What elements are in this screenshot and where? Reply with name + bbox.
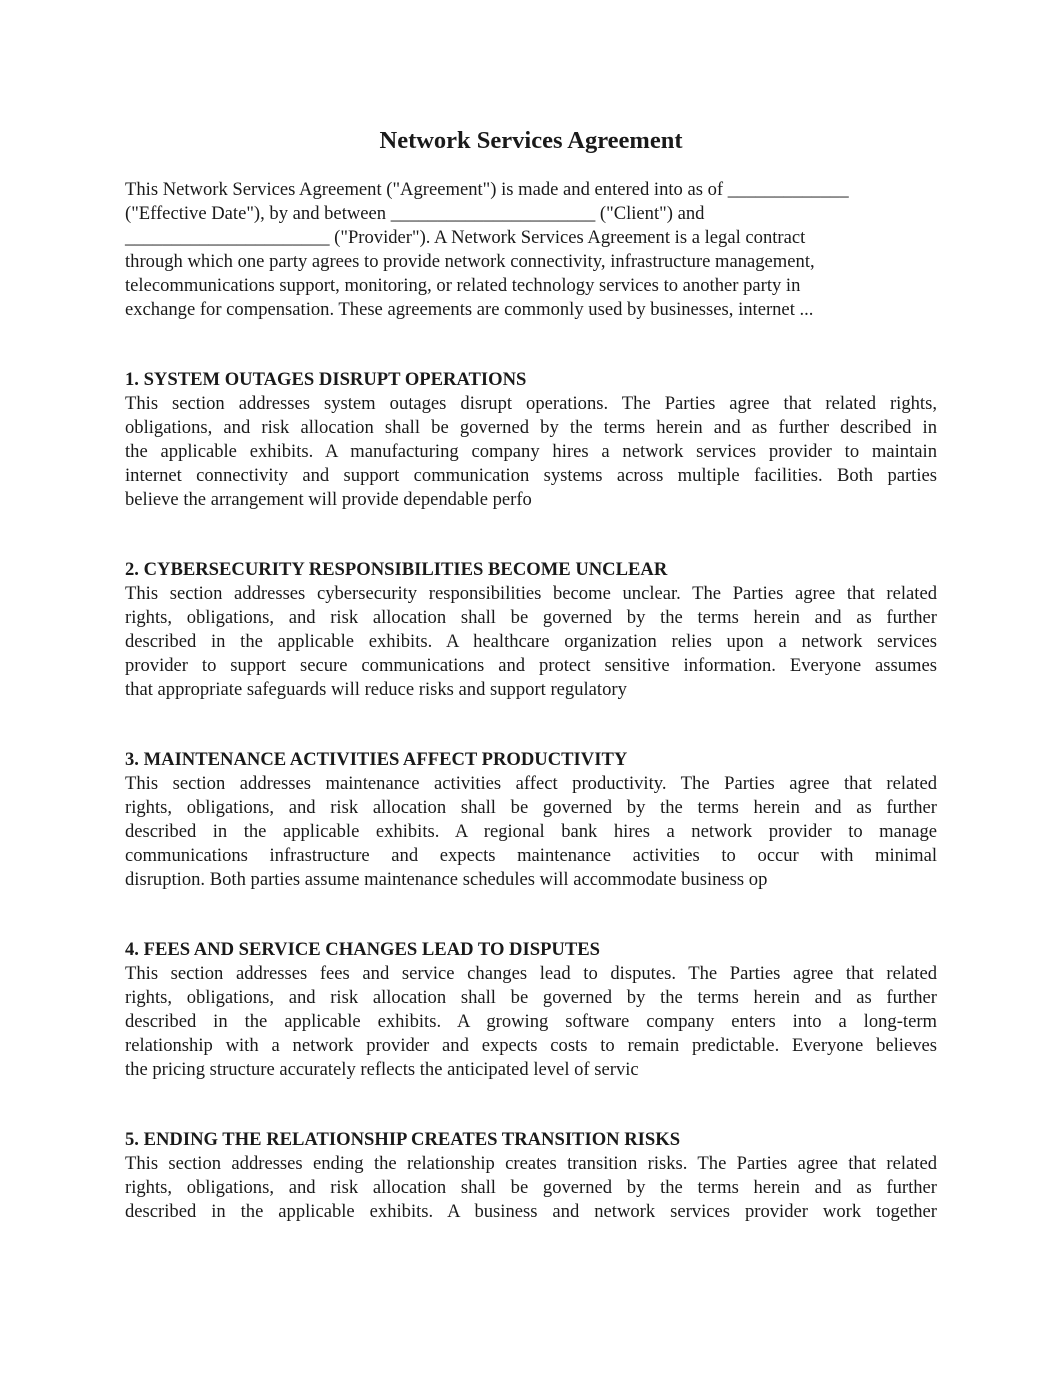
- body-line: disruption. Both parties assume maintenance schedules will accommodate business op: [125, 869, 768, 890]
- section-heading: 3. MAINTENANCE ACTIVITIES AFFECT PRODUCTIVITY: [125, 749, 628, 770]
- section-heading: 4. FEES AND SERVICE CHANGES LEAD TO DISPUTES: [125, 939, 600, 960]
- section-heading: 5. ENDING THE RELATIONSHIP CREATES TRANSITION RISKS: [125, 1129, 681, 1150]
- body-line: described in the applicable exhibits. A growing software company enters into a long-term: [125, 1011, 937, 1032]
- intro-line: exchange for compensation. These agreements are commonly used by businesses, internet ...: [125, 299, 814, 320]
- body-line: internet connectivity and support communication systems across multiple facilities. Both parties: [125, 465, 937, 486]
- body-line: that appropriate safeguards will reduce risks and support regulatory: [125, 679, 627, 700]
- body-line: believe the arrangement will provide dependable perfo: [125, 489, 532, 510]
- body-line: the applicable exhibits. A manufacturing company hires a network services provider to maintain: [125, 441, 937, 462]
- intro-paragraph: [125, 178, 937, 322]
- body-line: relationship with a network provider and expects costs to remain predictable. Everyone believes: [125, 1035, 937, 1056]
- section-2: [125, 558, 937, 702]
- body-line: described in the applicable exhibits. A business and network services provider work together: [125, 1201, 937, 1222]
- section-1: [125, 368, 937, 512]
- intro-line: This Network Services Agreement ("Agreement") is made and entered into as of _____________: [125, 179, 849, 200]
- body-line: This section addresses fees and service changes lead to disputes. The Parties agree that related: [125, 963, 937, 984]
- body-line: rights, obligations, and risk allocation shall be governed by the terms herein and as further: [125, 797, 937, 818]
- body-line: provider to support secure communications and protect sensitive information. Everyone assumes: [125, 655, 937, 676]
- section-4: [125, 938, 937, 1082]
- body-line: rights, obligations, and risk allocation shall be governed by the terms herein and as further: [125, 1177, 937, 1198]
- section-body: [125, 962, 937, 1082]
- document-content: [125, 124, 937, 1224]
- document-title: Network Services Agreement: [379, 127, 683, 154]
- intro-line: telecommunications support, monitoring, or related technology services to another party in: [125, 275, 801, 296]
- body-line: described in the applicable exhibits. A healthcare organization relies upon a network services: [125, 631, 937, 652]
- section-body: [125, 772, 937, 892]
- section-heading: 2. CYBERSECURITY RESPONSIBILITIES BECOME UNCLEAR: [125, 559, 668, 580]
- body-line: rights, obligations, and risk allocation shall be governed by the terms herein and as further: [125, 987, 937, 1008]
- body-line: This section addresses system outages disrupt operations. The Parties agree that related rights,: [125, 393, 937, 414]
- section-body: [125, 1152, 937, 1224]
- body-line: This section addresses ending the relationship creates transition risks. The Parties agree that related: [125, 1153, 937, 1174]
- body-line: rights, obligations, and risk allocation shall be governed by the terms herein and as further: [125, 607, 937, 628]
- body-line: the pricing structure accurately reflects the anticipated level of servic: [125, 1059, 639, 1080]
- section-body: [125, 582, 937, 702]
- body-line: described in the applicable exhibits. A regional bank hires a network provider to manage: [125, 821, 937, 842]
- section-5: [125, 1128, 937, 1224]
- body-line: This section addresses cybersecurity responsibilities become unclear. The Parties agree that related: [125, 583, 937, 604]
- body-line: This section addresses maintenance activities affect productivity. The Parties agree that related: [125, 773, 937, 794]
- section-3: [125, 748, 937, 892]
- section-body: [125, 392, 937, 512]
- intro-line: ______________________ ("Provider"). A Network Services Agreement is a legal contract: [125, 227, 806, 248]
- body-line: communications infrastructure and expects maintenance activities to occur with minimal: [125, 845, 937, 866]
- body-line: obligations, and risk allocation shall be governed by the terms herein and as further described in: [125, 417, 937, 438]
- section-heading: 1. SYSTEM OUTAGES DISRUPT OPERATIONS: [125, 369, 527, 390]
- intro-line: ("Effective Date"), by and between ______________________ ("Client") and: [125, 203, 705, 224]
- intro-line: through which one party agrees to provide network connectivity, infrastructure management,: [125, 251, 815, 272]
